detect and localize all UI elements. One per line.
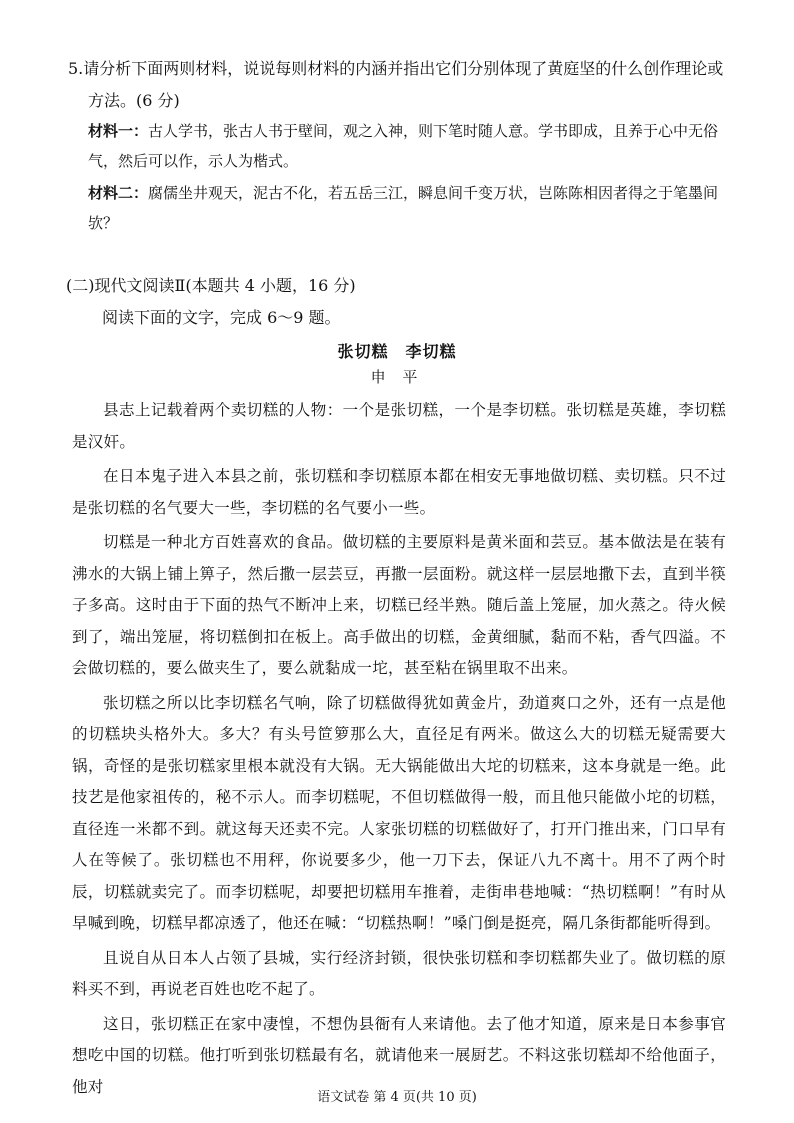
- section-heading: (二)现代文阅读Ⅱ(本题共 4 小题，16 分): [66, 276, 356, 295]
- article-paragraph: 张切糕之所以比李切糕名气响，除了切糕做得犹如黄金片，劲道爽口之外，还有一点是他的切糕块头格外大。多大？有头号笸箩那么大，直径足有两米。做这么大的切糕无疑需要大锅，奇怪的是张切糕家里根本就没有大锅。无大锅能做出大坨的切糕来，这本身就是一绝。此技艺是他家祖传的，秘不示人。而李切糕呢，不但切糕做得一般，而且他只能做小坨的切糕，直径连一米都不到。就这每天还卖不完。人家张切糕的切糕做好了，打开门推出来，门口早有人在等候了。张切糕也不用秤，你说要多少，他一刀下去，保证八九不离十。用不了两个时辰，切糕就卖完了。而李切糕呢，却要把切糕用车推着，走街串巷地喊：“热切糕啊！”有时从早喊到晚，切糕早都凉透了，他还在喊：“切糕热啊！”嗓门倒是挺亮，隔几条街都能听得到。: [72, 693, 726, 932]
- material-2: [88, 178, 724, 238]
- question-5-line-1: 5.请分析下面两则材料，说说每则材料的内涵并指出它们分别体现了黄庭坚的什么创作理论或: [68, 59, 724, 78]
- material-2-text: 腐儒坐井观天，泥古不化，若五岳三江，瞬息间千变万状，岂陈陈相因者得之于笔墨间欤？: [88, 184, 719, 232]
- article-body: [72, 395, 726, 1106]
- page-footer: 语文试卷 第 4 页(共 10 页): [317, 1090, 477, 1105]
- article-paragraph: 县志上记载着两个卖切糕的人物：一个是张切糕，一个是李切糕。张切糕是英雄，李切糕是汉奸。: [72, 401, 726, 451]
- material-1-label: 材料一：: [88, 122, 149, 140]
- material-2-label: 材料二：: [88, 184, 149, 202]
- material-1: [88, 116, 724, 176]
- article-author: 申 平: [370, 368, 424, 386]
- section-instruction: 阅读下面的文字，完成 6～9 题。: [102, 308, 341, 327]
- article-paragraph: 这日，张切糕正在家中凄惶，不想伪县衙有人来请他。去了他才知道，原来是日本参事官想吃中国的切糕。他打听到张切糕最有名，就请他来一展厨艺。不料这张切糕却不给他面子，他对: [72, 1014, 726, 1096]
- article-title: 张切糕 李切糕: [337, 342, 457, 361]
- article-paragraph: 且说自从日本人占领了县城，实行经济封锁，很快张切糕和李切糕都失业了。做切糕的原料买不到，再说老百姓也吃不起了。: [72, 948, 726, 998]
- article-paragraph: 切糕是一种北方百姓喜欢的食品。做切糕的主要原料是黄米面和芸豆。基本做法是在装有沸水的大锅上铺上箅子，然后撒一层芸豆，再撒一层面粉。就这样一层层地撒下去，直到半筷子多高。这时由于下面的热气不断冲上来，切糕已经半熟。随后盖上笼屉，加火蒸之。待火候到了，端出笼屉，将切糕倒扣在板上。高手做出的切糕，金黄细腻，黏而不粘，香气四溢。不会做切糕的，要么做夹生了，要么就黏成一坨，甚至粘在锅里取不出来。: [72, 533, 726, 677]
- article-paragraph: 在日本鬼子进入本县之前，张切糕和李切糕原本都在相安无事地做切糕、卖切糕。只不过是张切糕的名气要大一些，李切糕的名气要小一些。: [72, 467, 726, 517]
- question-5-line-2: 方法。(6 分): [88, 91, 180, 110]
- material-1-text: 古人学书，张古人书于壁间，观之入神，则下笔时随人意。学书即成，且养于心中无俗气，然后可以作，示人为楷式。: [88, 122, 719, 170]
